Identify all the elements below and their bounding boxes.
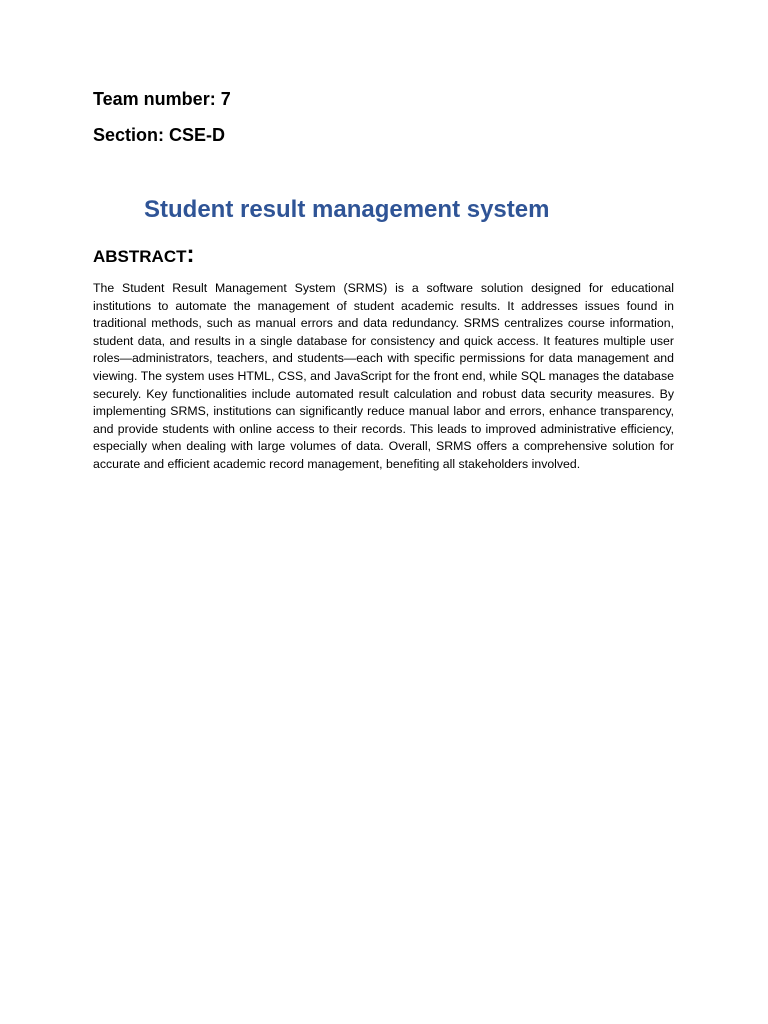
abstract-heading bbox=[93, 241, 674, 270]
abstract-heading-label: ABSTRACT bbox=[93, 247, 187, 266]
team-number-line: Team number: 7 bbox=[93, 89, 231, 109]
abstract-heading-colon: : bbox=[186, 241, 195, 268]
section-line: Section: CSE-D bbox=[93, 125, 226, 145]
document-page bbox=[93, 86, 674, 474]
abstract-body: The Student Result Management System (SRMS) is a software solution designed for educational institutions to automate the management of student academic results. It addresses issues found in traditional methods, such as manual errors and data redundancy. SRMS centralizes course information, student data, and results in a single database for consistency and quick access. It features multiple user roles—administrators, teachers, and students—each with specific permissions for data management and viewing. The system uses HTML, CSS, and JavaScript for the front end, while SQL manages the database securely. Key functionalities include automated result calculation and robust data security measures. By implementing SRMS, institutions can significantly reduce manual labor and errors, enhance transparency, and provide students with online access to their records. This leads to improved administrative efficiency, especially when dealing with large volumes of data. Overall, SRMS offers a comprehensive solution for accurate and efficient academic record management, benefiting all stakeholders involved. bbox=[93, 281, 674, 471]
document-title: Student result management system bbox=[144, 196, 550, 223]
